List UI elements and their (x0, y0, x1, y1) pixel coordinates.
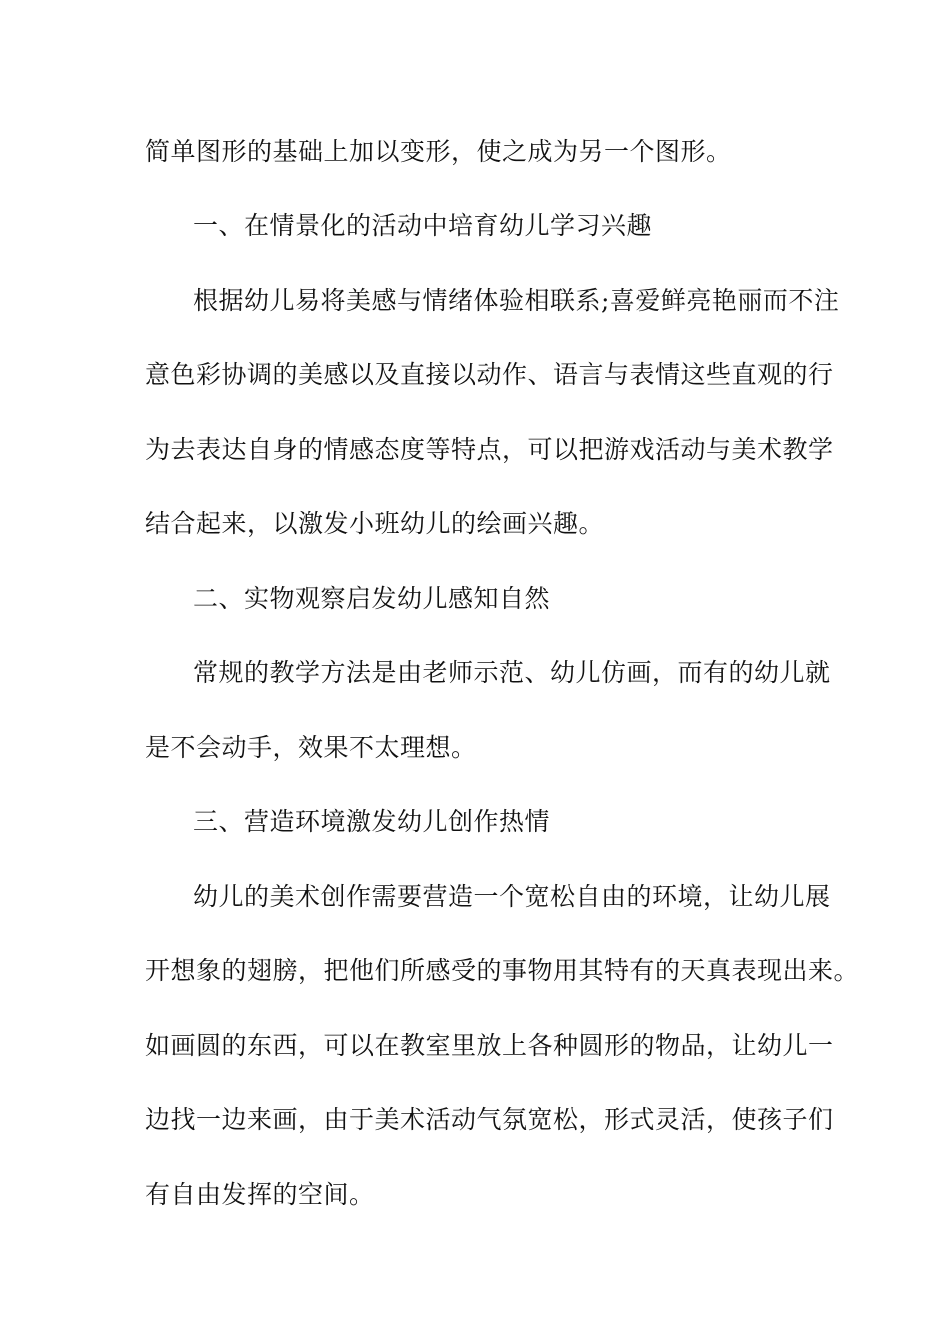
paragraph-3-line-1: 幼儿的美术创作需要营造一个宽松自由的环境，让幼儿展 (193, 882, 831, 911)
section-heading-3: 三、营造环境激发幼儿创作热情 (193, 807, 551, 836)
paragraph-1-line-3: 为去表达自身的情感态度等特点，可以把游戏活动与美术教学 (145, 435, 834, 464)
section-heading-2: 二、实物观察启发幼儿感知自然 (193, 584, 551, 613)
paragraph-3-line-4: 边找一边来画，由于美术活动气氛宽松，形式灵活，使孩子们 (145, 1105, 834, 1134)
paragraph-3-line-3: 如画圆的东西，可以在教室里放上各种圆形的物品，让幼儿一 (145, 1031, 834, 1060)
paragraph-1-line-1: 根据幼儿易将美感与情绪体验相联系;喜爱鲜亮艳丽而不注 (193, 286, 840, 315)
paragraph-3-line-5: 有自由发挥的空间。 (145, 1180, 375, 1209)
paragraph-2-line-1: 常规的教学方法是由老师示范、幼儿仿画，而有的幼儿就 (193, 658, 831, 687)
body-text-line: 简单图形的基础上加以变形，使之成为另一个图形。 (145, 137, 732, 166)
section-heading-1: 一、在情景化的活动中培育幼儿学习兴趣 (193, 211, 653, 240)
paragraph-1-line-2: 意色彩协调的美感以及直接以动作、语言与表情这些直观的行 (145, 360, 834, 389)
paragraph-2-line-2: 是不会动手，效果不太理想。 (145, 733, 477, 762)
paragraph-3-line-2: 开想象的翅膀，把他们所感受的事物用其特有的天真表现出来。 (145, 956, 860, 985)
paragraph-1-line-4: 结合起来，以激发小班幼儿的绘画兴趣。 (145, 509, 605, 538)
